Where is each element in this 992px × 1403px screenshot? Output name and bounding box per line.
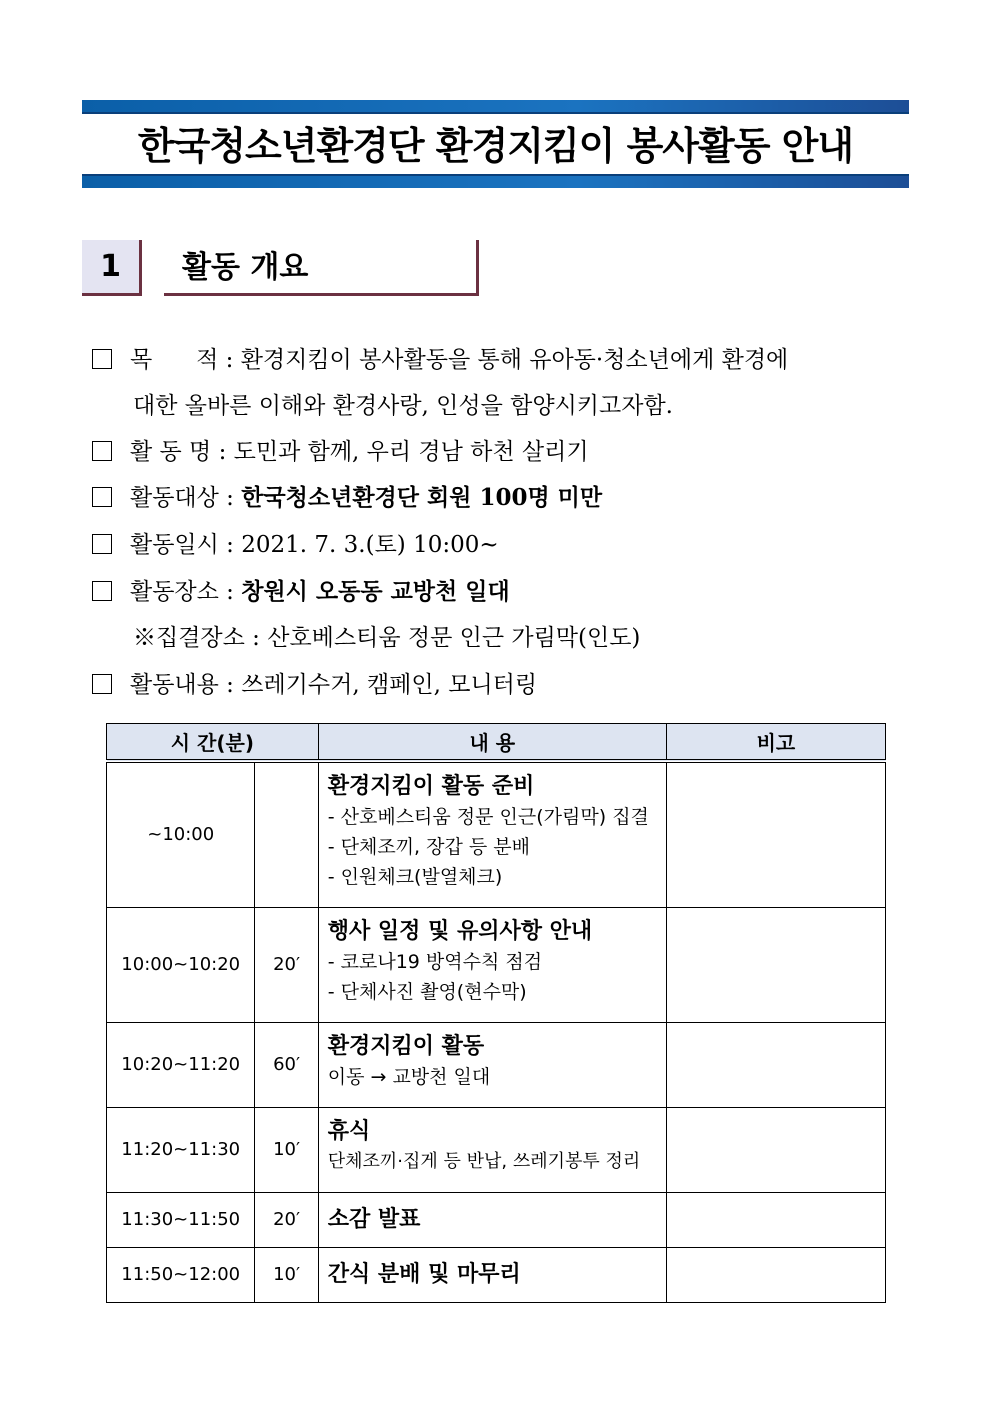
info-target [92, 478, 912, 518]
row-content [318, 1107, 666, 1192]
row-title: 소감 발표 [327, 1206, 421, 1232]
schedule-table [106, 723, 886, 1303]
checkbox-icon [92, 581, 112, 601]
section-number: 1 [82, 240, 142, 296]
row-duration [255, 761, 318, 907]
title-band-top-line [82, 112, 909, 114]
table-header-row [107, 724, 886, 762]
place-label: 활동장소 : [130, 579, 234, 605]
row-duration: 20′ [255, 907, 318, 1022]
row-title: 환경지킴이 활동 준비 [327, 774, 535, 799]
row-detail: - 산호베스티움 정문 인근(가림막) 집결 [327, 806, 649, 828]
row-duration: 10′ [255, 1247, 318, 1302]
checkbox-icon [92, 349, 112, 369]
row-note [666, 761, 885, 907]
row-detail: - 단체사진 촬영(현수막) [327, 980, 527, 1003]
name-text: 도민과 함께, 우리 경남 하천 살리기 [233, 439, 589, 465]
row-content [318, 761, 666, 907]
header-note: 비고 [666, 724, 885, 762]
info-place [92, 572, 912, 612]
row-time: 11:20~11:30 [107, 1107, 255, 1192]
table-row [107, 907, 886, 1022]
row-detail: - 인원체크(발열체크) [327, 866, 503, 888]
target-label: 활동대상 : [130, 485, 234, 511]
row-content [318, 1022, 666, 1107]
row-title: 환경지킴이 활동 [327, 1033, 485, 1059]
row-detail: 이동 → 교방천 일대 [327, 1065, 491, 1088]
table-row [107, 1022, 886, 1107]
place-text: 창원시 오동동 교방천 일대 [241, 578, 510, 605]
row-title: 휴식 [327, 1118, 371, 1144]
row-time: 11:30~11:50 [107, 1192, 255, 1247]
content-text: 쓰레기수거, 캠페인, 모니터링 [241, 672, 538, 698]
target-text: 한국청소년환경단 회원 100명 미만 [241, 484, 603, 511]
checkbox-icon [92, 441, 112, 461]
row-title: 행사 일정 및 유의사항 안내 [327, 918, 593, 944]
row-note [666, 1247, 885, 1302]
info-purpose [92, 340, 912, 380]
row-time: 11:50~12:00 [107, 1247, 255, 1302]
checkbox-icon [92, 674, 112, 694]
title-band-top [82, 100, 909, 112]
row-content [318, 1247, 666, 1302]
header-content: 내 용 [318, 724, 666, 762]
info-content [92, 665, 912, 705]
date-label: 활동일시 : [130, 532, 234, 558]
table-row [107, 1192, 886, 1247]
row-content [318, 907, 666, 1022]
row-detail: - 단체조끼, 장갑 등 분배 [327, 836, 530, 858]
row-detail: 단체조끼·집게 등 반납, 쓰레기봉투 정리 [327, 1150, 641, 1172]
name-label: 활 동 명 : [130, 439, 227, 465]
date-text: 2021. 7. 3.(토) 10:00~ [241, 532, 499, 558]
info-name [92, 432, 912, 472]
row-note [666, 907, 885, 1022]
row-time: 10:20~11:20 [107, 1022, 255, 1107]
row-time: 10:00~10:20 [107, 907, 255, 1022]
info-date [92, 525, 912, 565]
row-detail: - 코로나19 방역수칙 점검 [327, 950, 543, 973]
table-row [107, 761, 886, 907]
row-time: ~10:00 [107, 761, 255, 907]
info-purpose-cont: 대한 올바른 이해와 환경사랑, 인성을 함양시키고자함. [133, 393, 673, 419]
purpose-label: 목 적 : [130, 347, 234, 373]
content-label: 활동내용 : [130, 672, 234, 698]
row-duration: 10′ [255, 1107, 318, 1192]
row-note [666, 1107, 885, 1192]
checkbox-icon [92, 534, 112, 554]
header-time: 시 간(분) [107, 724, 319, 762]
row-note [666, 1022, 885, 1107]
page-title: 한국청소년환경단 환경지킴이 봉사활동 안내 [137, 124, 854, 168]
row-title: 간식 분배 및 마무리 [327, 1261, 521, 1287]
row-duration: 60′ [255, 1022, 318, 1107]
purpose-text: 환경지킴이 봉사활동을 통해 유아동·청소년에게 환경에 [240, 347, 789, 373]
title-band-bottom [82, 176, 909, 188]
table-row [107, 1107, 886, 1192]
row-duration: 20′ [255, 1192, 318, 1247]
section-title: 활동 개요 [164, 240, 479, 296]
row-note [666, 1192, 885, 1247]
table-row [107, 1247, 886, 1302]
checkbox-icon [92, 487, 112, 507]
row-content [318, 1192, 666, 1247]
info-meeting-place: ※집결장소 : 산호베스티움 정문 인근 가림막(인도) [133, 625, 641, 651]
